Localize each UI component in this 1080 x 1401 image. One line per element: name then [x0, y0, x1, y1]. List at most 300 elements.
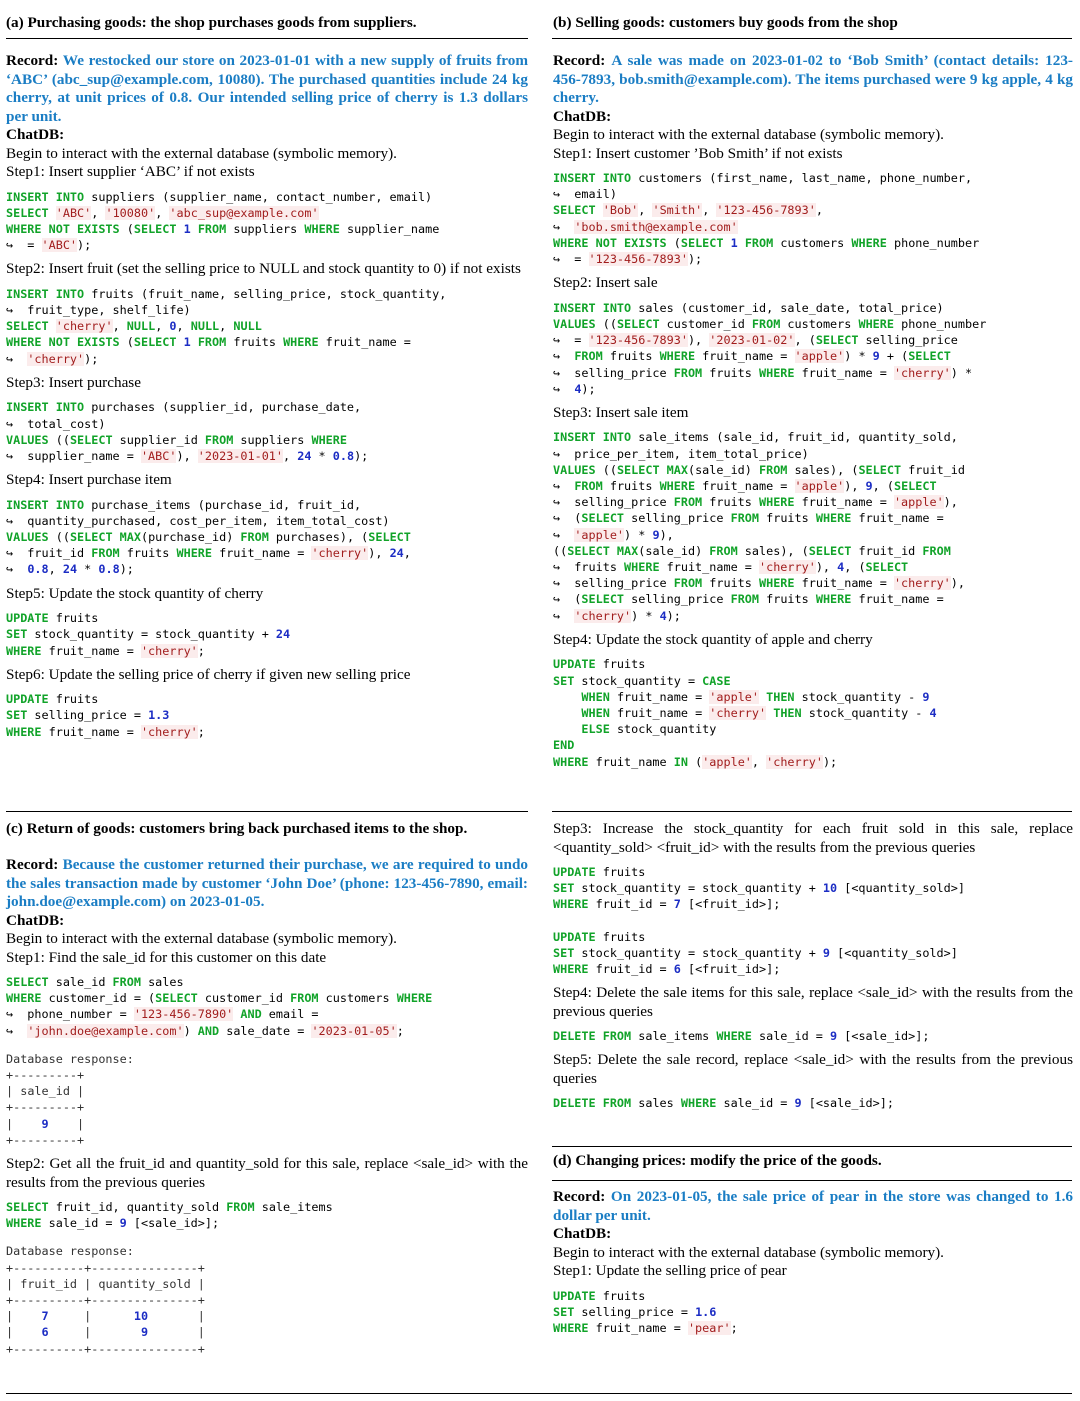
- code-line: [6, 189, 528, 205]
- code-line: [6, 448, 528, 464]
- sql-block: [6, 189, 528, 254]
- sql-block: [6, 286, 528, 367]
- sql-string: 'cherry': [311, 546, 369, 561]
- sql-text: ↪ fruit_id: [6, 546, 92, 561]
- sql-text: selling_price: [858, 333, 958, 348]
- sql-text: [596, 203, 603, 217]
- sql-keyword: UPDATE: [553, 657, 596, 672]
- panel-b-record: [553, 52, 1073, 108]
- sql-text: [176, 222, 183, 236]
- sql-keyword: SELECT: [553, 203, 596, 218]
- code-line: [553, 219, 1073, 235]
- sql-text: ) *: [844, 349, 873, 364]
- sql-string: 'bob.smith@example.com': [574, 219, 738, 234]
- sql-block: [553, 170, 1073, 267]
- sql-keyword: UPDATE: [553, 865, 596, 879]
- sql-text: sales (customer_id, sale_date, total_price): [631, 300, 944, 315]
- sql-string: 'ABC': [41, 238, 78, 253]
- sql-text: ↪ (: [553, 511, 582, 526]
- code-line: [6, 974, 528, 990]
- sql-keyword: WHERE: [304, 221, 340, 236]
- sql-text: (: [119, 335, 134, 350]
- sql-text: ;: [197, 643, 205, 658]
- sql-string: 'ABC': [140, 448, 177, 463]
- sql-text: sales), (: [737, 543, 809, 558]
- sql-text: fruits: [602, 479, 660, 494]
- chatdb-label: ChatDB:: [6, 911, 65, 929]
- sql-keyword: FROM: [197, 335, 227, 350]
- sql-text: ,: [155, 205, 170, 220]
- panel-c: [6, 856, 528, 1357]
- sql-text: customer_id: [659, 316, 752, 331]
- sql-text: sale_id =: [751, 1029, 831, 1044]
- intro-text: Begin to interact with the external database (symbolic memory).: [6, 930, 397, 947]
- sql-text: stock_quantity -: [801, 705, 930, 720]
- code-line: [6, 1215, 528, 1231]
- sql-keyword: SET: [553, 945, 575, 960]
- sql-keyword: FROM: [751, 316, 781, 331]
- code-line: [6, 707, 528, 723]
- sql-block: [6, 1199, 528, 1231]
- sql-text: fruits: [226, 335, 284, 350]
- sql-keyword: FROM: [922, 543, 951, 558]
- code-line: [6, 626, 528, 642]
- sql-text: fruits: [595, 657, 646, 672]
- sql-text: fruit_id =: [588, 962, 674, 977]
- sql-keyword: VALUES: [6, 530, 49, 545]
- sql-text: sales: [631, 1096, 681, 1111]
- sql-number: 24: [62, 562, 78, 577]
- sql-text: sale_items: [631, 1029, 717, 1044]
- code-line: [553, 381, 1073, 397]
- sql-text: ) *: [631, 608, 660, 623]
- sql-text: fruit_name =: [695, 349, 795, 364]
- panel-b: [553, 52, 1073, 770]
- sql-string: 'abc_sup@example.com': [169, 205, 319, 220]
- sql-text: fruit_name =: [794, 495, 894, 510]
- sql-keyword: WHERE: [396, 991, 433, 1006]
- sql-keyword: INSERT INTO: [553, 430, 632, 445]
- sql-text: supplier_name: [339, 221, 440, 236]
- sql-text: [<sale_id>];: [837, 1029, 930, 1044]
- sql-text: fruit_name =: [41, 643, 141, 658]
- step-3: Step3: Increase the stock_quantity for each fruit sold in this sale, replace <quantity_sold> <fruit_id> with the results from the previous queries: [553, 820, 1073, 856]
- sql-number: 0.8: [332, 448, 355, 463]
- sql-number: 1: [183, 335, 191, 350]
- record-text: Because the customer returned their purchase, we are required to undo the sales transaction made by customer ‘John Doe’ (phone: 123-456-7890, email: john.doe@example.com) on 2023-01-05.: [6, 856, 528, 910]
- sql-text: ): [183, 1023, 198, 1038]
- sql-keyword: WHERE: [851, 235, 887, 250]
- code-line: [553, 429, 1073, 445]
- code-line: [6, 221, 528, 237]
- sql-text: [553, 706, 581, 720]
- sql-block: [553, 864, 1073, 913]
- table-cell: 9: [140, 1325, 149, 1340]
- code-line: [6, 237, 528, 253]
- sql-text: sale_id =: [716, 1096, 795, 1111]
- code-line: [6, 724, 528, 740]
- sql-text: ,: [702, 203, 717, 218]
- sql-text: sale_id =: [41, 1216, 120, 1231]
- sql-text: suppliers (supplier_name, contact_number, email): [84, 189, 433, 204]
- sql-number: 1: [730, 235, 738, 250]
- sql-text: fruits: [119, 546, 177, 561]
- sql-string: '123-456-7893': [716, 203, 816, 218]
- sql-keyword: NULL: [126, 319, 156, 334]
- code-line: [6, 1006, 528, 1022]
- record-label: Record:: [6, 52, 59, 69]
- code-line: [553, 656, 1073, 672]
- sql-text: + (: [879, 349, 909, 364]
- code-line: [553, 348, 1073, 364]
- sql-text: [<sale_id>];: [801, 1096, 894, 1111]
- sql-keyword: IN: [673, 754, 688, 769]
- sql-block: [553, 929, 1073, 978]
- sql-string: '123-456-7893': [588, 252, 688, 267]
- sql-text: fruits: [48, 611, 99, 626]
- sql-text: ↪ phone_number =: [6, 1007, 134, 1022]
- sql-keyword: SELECT: [858, 462, 902, 477]
- sql-text: fruits (fruit_name, selling_price, stock_quantity,: [84, 286, 447, 301]
- record-text: On 2023-01-05, the sale price of pear in the store was changed to 1.6 dollar per unit.: [553, 1188, 1074, 1224]
- code-line: [553, 300, 1073, 316]
- table-header: quantity_sold: [98, 1276, 191, 1291]
- code-line: [553, 559, 1073, 575]
- sql-text: sale_items: [254, 1200, 333, 1215]
- sql-keyword: WHERE: [659, 479, 696, 494]
- sql-number: 1: [183, 221, 191, 236]
- step-5: Step5: Delete the sale record, replace <sale_id> with the results from the previous queries: [553, 1051, 1073, 1087]
- sql-string: '2023-01-01': [197, 448, 284, 463]
- sql-text: ((: [595, 316, 617, 331]
- sql-keyword: WHERE: [759, 495, 795, 510]
- sql-text: ((: [48, 530, 70, 545]
- table-border: +----------+---------------+: [6, 1341, 205, 1356]
- sql-number: 9: [119, 1216, 127, 1231]
- sql-keyword: ELSE: [581, 722, 610, 737]
- sql-text: ),: [176, 448, 198, 463]
- sql-text: fruits: [759, 592, 816, 607]
- sql-text: ),: [815, 560, 838, 575]
- sql-keyword: NULL: [233, 319, 262, 334]
- table-row: | fruit_id | quantity_sold |: [6, 1276, 205, 1291]
- sql-text: ↪ supplier_name =: [6, 448, 141, 463]
- panel-a: [6, 52, 528, 740]
- sql-text: ,: [283, 448, 298, 463]
- sql-text: phone_number: [893, 316, 987, 331]
- sql-string: 'pear': [687, 1320, 731, 1335]
- sql-string: 'cherry': [55, 319, 113, 334]
- sql-text: );: [119, 562, 134, 577]
- code-line: [6, 205, 528, 221]
- sql-text: ↪ email): [553, 187, 617, 202]
- sql-text: fruits: [702, 495, 759, 510]
- sql-keyword: SELECT: [680, 235, 724, 250]
- code-line: [553, 864, 1073, 880]
- sql-number: 7: [673, 897, 681, 912]
- sql-text: ↪: [553, 349, 575, 364]
- sql-number: 4: [574, 381, 582, 396]
- sql-text: (: [119, 221, 134, 236]
- sql-string: '10080': [105, 205, 156, 220]
- sql-keyword: SELECT: [6, 319, 49, 334]
- code-line: [553, 478, 1073, 494]
- panel-c-continued: [553, 820, 1073, 1112]
- sql-text: fruit_name =: [588, 1320, 688, 1335]
- code-line: [6, 399, 528, 415]
- code-line: [6, 416, 528, 432]
- sql-keyword: FROM: [290, 991, 319, 1006]
- sql-keyword: INSERT INTO: [553, 171, 632, 185]
- sql-block: [6, 691, 528, 740]
- sql-number: 0: [169, 319, 177, 334]
- sql-number: 24: [275, 627, 291, 642]
- sql-keyword: SELECT: [815, 333, 859, 348]
- sql-keyword: VALUES: [6, 432, 49, 447]
- code-line: [553, 689, 1073, 705]
- sql-keyword: SELECT: [155, 991, 198, 1006]
- sql-keyword: DELETE FROM: [553, 1029, 632, 1044]
- sql-text: ↪ =: [6, 238, 42, 253]
- code-line: [553, 1320, 1073, 1336]
- sql-keyword: WHERE: [6, 643, 42, 658]
- code-line: [553, 1095, 1073, 1111]
- sql-keyword: NULL: [190, 319, 220, 334]
- chatdb-label: ChatDB:: [6, 126, 65, 143]
- code-line: [6, 990, 528, 1006]
- sql-keyword: DELETE FROM: [553, 1096, 632, 1111]
- rule-d-bottom: [552, 1180, 1072, 1181]
- step-3: Step3: Insert purchase: [6, 373, 141, 391]
- sql-number: 24: [297, 448, 312, 463]
- db-response-label: Database response:: [6, 1051, 134, 1066]
- sql-string: 'Bob': [602, 203, 639, 218]
- sql-keyword: FROM: [730, 511, 760, 526]
- sql-text: , (: [794, 333, 816, 348]
- sql-text: fruit_name =: [318, 335, 411, 350]
- sql-number: 10: [822, 881, 838, 896]
- rule-mid-left: [6, 811, 528, 812]
- chatdb-label: ChatDB:: [553, 1225, 612, 1242]
- rule-top-right: [552, 38, 1072, 39]
- sql-number: 6: [673, 962, 681, 977]
- sql-text: ),: [844, 479, 866, 494]
- sql-keyword: UPDATE: [6, 692, 49, 707]
- sql-keyword: WHERE NOT EXISTS: [6, 335, 120, 350]
- sql-text: fruits: [702, 576, 759, 591]
- sql-text: suppliers: [226, 221, 305, 236]
- sql-text: selling_price =: [27, 708, 149, 723]
- step-4: Step4: Delete the sale items for this sale, replace <sale_id> with the results from the previous queries: [553, 984, 1073, 1020]
- sql-text: purchase_items (purchase_id, fruit_id,: [84, 497, 362, 512]
- sql-number: 9: [872, 349, 880, 364]
- sql-text: supplier_id: [112, 432, 205, 447]
- sql-text: suppliers: [233, 432, 312, 447]
- record-label: Record:: [6, 856, 59, 873]
- code-line: [6, 545, 528, 561]
- code-line: [553, 575, 1073, 591]
- sql-string: 'ABC': [55, 205, 92, 220]
- sql-keyword: FROM: [91, 546, 120, 561]
- step-5: Step5: Update the stock quantity of cherry: [6, 584, 264, 602]
- sql-text: ↪: [6, 1023, 28, 1038]
- sql-text: selling_price: [624, 511, 731, 526]
- sql-text: fruit_name =: [851, 511, 944, 526]
- code-line: [553, 251, 1073, 267]
- sql-text: fruit_name =: [695, 479, 795, 494]
- sql-text: ((: [48, 432, 70, 447]
- panel-d-record: [553, 1188, 1073, 1225]
- sql-text: phone_number: [886, 235, 980, 250]
- sql-text: ↪ selling_price: [553, 576, 674, 591]
- sql-keyword: FROM: [759, 462, 788, 477]
- code-line: [553, 896, 1073, 912]
- sql-text: [553, 690, 581, 704]
- sql-text: fruit_id, quantity_sold: [48, 1200, 227, 1215]
- sql-text: stock_quantity: [609, 722, 717, 737]
- sql-keyword: END: [553, 738, 575, 753]
- code-line: [553, 365, 1073, 381]
- sql-string: 'cherry': [766, 754, 823, 769]
- sql-text: [191, 335, 198, 349]
- sql-keyword: FROM: [730, 592, 760, 607]
- code-line: [553, 462, 1073, 478]
- sql-keyword: WHERE NOT EXISTS: [6, 221, 120, 236]
- sql-number: 4: [837, 560, 845, 575]
- sql-string: 'cherry': [574, 608, 632, 623]
- sql-text: stock_quantity = stock_quantity +: [27, 627, 276, 642]
- sql-keyword: SELECT MAX: [69, 530, 141, 545]
- table-border: +---------+: [6, 1100, 85, 1115]
- code-line: [6, 561, 528, 577]
- sql-keyword: WHERE: [815, 511, 852, 526]
- sql-keyword: WHERE: [553, 754, 589, 769]
- code-line: [6, 643, 528, 659]
- sql-number: 9: [922, 689, 930, 704]
- code-line: [6, 334, 528, 350]
- sql-keyword: SELECT: [865, 560, 909, 575]
- sql-text: [723, 236, 730, 250]
- sql-text: fruit_id =: [588, 897, 674, 912]
- sql-text: stock_quantity =: [574, 673, 703, 688]
- record-label: Record:: [553, 1188, 606, 1205]
- table-header: fruit_id: [20, 1276, 78, 1291]
- code-line: [553, 527, 1073, 543]
- sql-string: 'cherry': [140, 643, 198, 658]
- sql-keyword: SELECT: [581, 511, 625, 526]
- sql-keyword: SET: [553, 1304, 575, 1319]
- table-row: | 6 | 9 |: [6, 1325, 205, 1340]
- sql-text: ((: [595, 462, 617, 477]
- sql-text: purchases (supplier_id, purchase_date,: [84, 400, 362, 415]
- code-line: [553, 332, 1073, 348]
- sql-text: ,: [219, 319, 234, 334]
- sql-keyword: INSERT INTO: [6, 497, 85, 512]
- sql-number: 9: [652, 527, 660, 542]
- sql-text: fruits: [759, 511, 816, 526]
- sql-keyword: FROM: [197, 221, 227, 236]
- sql-text: ,: [155, 319, 170, 334]
- step-2: Step2: Insert sale: [553, 274, 658, 292]
- sql-text: ↪ =: [553, 252, 589, 267]
- sql-keyword: UPDATE: [553, 1288, 596, 1303]
- sql-block: [6, 497, 528, 578]
- sql-block: [553, 1028, 1073, 1044]
- sql-text: ),: [687, 333, 710, 348]
- code-line: [553, 754, 1073, 770]
- code-line: [553, 1288, 1073, 1304]
- sql-string: '123-456-7890': [133, 1007, 234, 1022]
- sql-text: , (: [872, 479, 894, 494]
- sql-text: sales: [140, 975, 184, 989]
- sql-keyword: SELECT: [6, 975, 49, 989]
- sql-text: [738, 236, 745, 250]
- sql-text: [<fruit_id>];: [680, 897, 781, 912]
- sql-text: *: [77, 562, 99, 577]
- sql-string: 'cherry': [140, 724, 198, 739]
- sql-keyword: WHERE: [624, 560, 660, 575]
- sql-keyword: AND: [197, 1023, 220, 1038]
- step-3: Step3: Insert sale item: [553, 403, 689, 421]
- code-line: [553, 543, 1073, 559]
- intro-text: Begin to interact with the external database (symbolic memory).: [553, 126, 944, 143]
- sql-text: ,: [751, 754, 767, 769]
- sql-number: 9: [830, 1029, 838, 1044]
- code-line: [553, 446, 1073, 462]
- code-line: [6, 691, 528, 707]
- sql-block: [6, 974, 528, 1039]
- step-1: Step1: Insert customer ’Bob Smith’ if not exists: [553, 144, 843, 162]
- table-border: +----------+---------------+: [6, 1293, 205, 1308]
- sql-text: [<quantity_sold>]: [837, 881, 965, 896]
- sql-text: ,: [48, 562, 63, 577]
- sql-keyword: WHERE: [759, 365, 795, 380]
- sql-string: '123-456-7893': [588, 333, 688, 348]
- sql-number: 1.3: [148, 708, 170, 723]
- sql-keyword: INSERT INTO: [6, 400, 85, 415]
- sql-text: fruits: [602, 349, 660, 364]
- sql-text: [176, 335, 183, 349]
- sql-keyword: FROM: [226, 1200, 255, 1215]
- sql-text: );: [687, 252, 703, 267]
- intro-text: Begin to interact with the external database (symbolic memory).: [553, 1243, 944, 1261]
- code-line: [553, 202, 1073, 218]
- sql-keyword: SELECT MAX: [616, 462, 688, 477]
- code-line: [553, 186, 1073, 202]
- sql-keyword: INSERT INTO: [553, 300, 632, 315]
- sql-block: [6, 610, 528, 659]
- sql-text: ,: [638, 203, 653, 218]
- sql-text: fruit_id: [901, 462, 965, 477]
- sql-keyword: VALUES: [553, 462, 596, 477]
- code-line: [553, 945, 1073, 961]
- sql-string: 'apple': [702, 754, 752, 769]
- sql-keyword: WHERE: [553, 897, 589, 912]
- sql-number: 9: [865, 479, 873, 494]
- sql-block: [553, 1095, 1073, 1111]
- sql-text: ↪ fruit_type, shelf_life): [6, 303, 191, 318]
- sql-text: customers: [318, 991, 397, 1006]
- sql-block: [6, 399, 528, 464]
- sql-text: ↪: [553, 479, 575, 494]
- code-line: [553, 880, 1073, 896]
- sql-string: 'cherry': [27, 351, 85, 366]
- sql-text: fruit_name =: [212, 546, 312, 561]
- sql-text: fruit_id: [851, 543, 923, 558]
- sql-keyword: VALUES: [553, 316, 596, 331]
- table-cell: 7: [41, 1309, 49, 1324]
- sql-keyword: WHERE: [176, 546, 212, 561]
